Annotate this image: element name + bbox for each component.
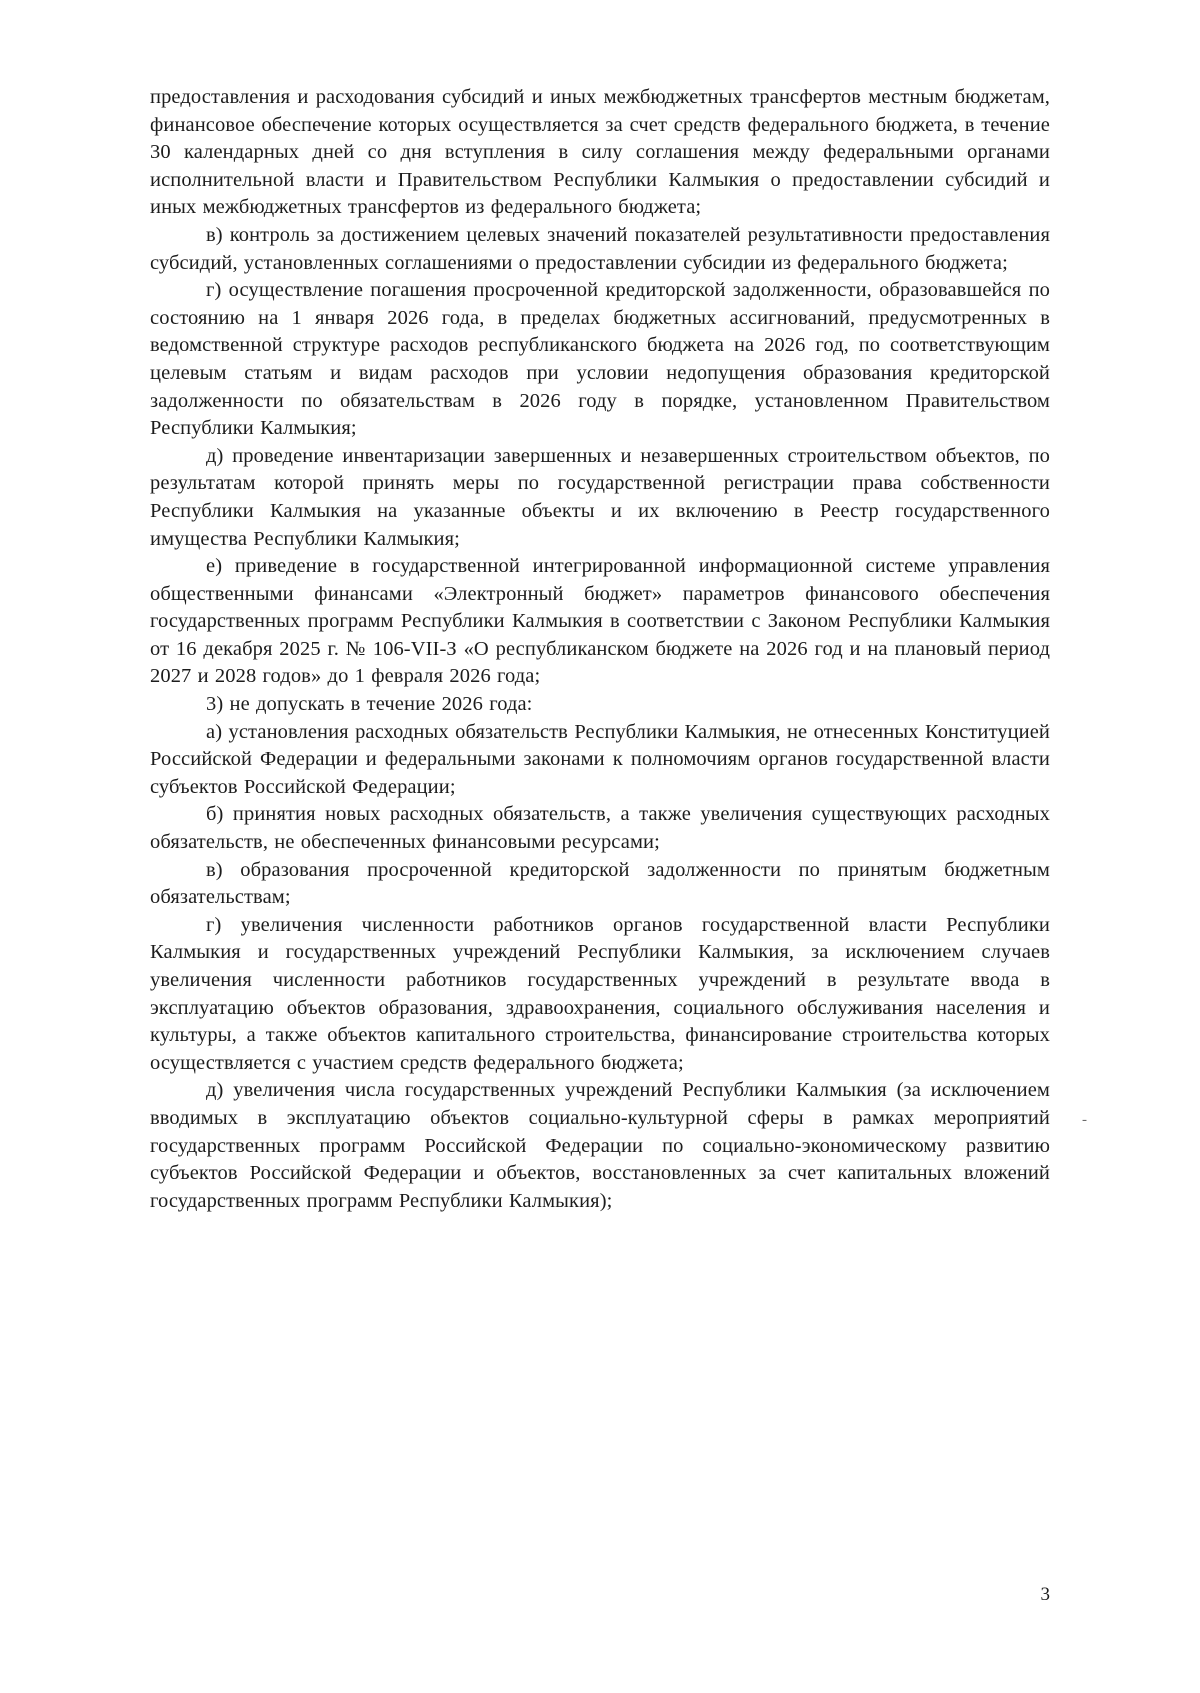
paragraph-item-d-inventory: д) проведение инвентаризации завершенных и незавершенных строительством объектов, по результатам которой принять меры по государственной регистрации права собственности Республики Калмыкия на указанные объекты и их включению в Реестр государственного имущества Республики Калмыкия;: [150, 444, 1050, 550]
paragraph-item-g-staff-increase: г) увеличения численности работников органов государственной власти Республики Калмыкия и государственных учреждений Республики Калмыкия, за исключением случаев увеличения численности работников государственных учреждений в результате ввода в эксплуатацию объектов образования, здравоохранения, социального обслуживания населения и культуры, а также объектов капитального строительства, финансирование строительства которых осуществляется с участием средств федерального бюджета;: [150, 913, 1050, 1074]
paragraph-item-g-repayment: г) осуществление погашения просроченной кредиторской задолженности, образовавшейся по состоянию на 1 января 2026 года, в пределах бюджетных ассигнований, предусмотренных в ведомственной структуре расходов республиканского бюджета на 2026 год, по соответствующим целевым статьям и видам расходов при условии недопущения образования кредиторской задолженности по обязательствам в 2026 году в порядке, установленном Правительством Республики Калмыкия;: [150, 279, 1050, 440]
paragraph-item-d-institutions-increase: д) увеличения числа государственных учреждений Республики Калмыкия (за исключением вводимых в эксплуатацию объектов социально-культурной сферы в рамках мероприятий государственных программ Российской Федерации по социально-экономическому развитию субъектов Российской Федерации и объектов, восстановленных за счет капитальных вложений государственных программ Республики Калмыкия);: [150, 1079, 1050, 1212]
paragraph-item-3-heading: 3) не допускать в течение 2026 года:: [206, 693, 533, 716]
paragraph-item-a-obligations: а) установления расходных обязательств Республики Калмыкия, не отнесенных Конституцией Российской Федерации и федеральными законами к полномочиям органов государственной власти субъектов Российской Федерации;: [150, 720, 1050, 798]
document-text-block: [150, 84, 1050, 1215]
paragraph-item-b-new-obligations: б) принятия новых расходных обязательств, а также увеличения существующих расходных обязательств, не обеспеченных финансовыми ресурсами;: [150, 803, 1050, 854]
scan-artifact-dash: -: [1082, 1112, 1087, 1128]
paragraph-item-v-overdue-debt: в) образования просроченной кредиторской задолженности по принятым бюджетным обязательствам;: [150, 858, 1050, 909]
page-number: 3: [1040, 1584, 1050, 1605]
paragraph-item-v-control: в) контроль за достижением целевых значений показателей результативности предоставления субсидий, установленных соглашениями о предоставлении субсидии из федерального бюджета;: [150, 223, 1050, 274]
paragraph-continuation: предоставления и расходования субсидий и иных межбюджетных трансфертов местным бюджетам, финансовое обеспечение которых осуществляется за счет средств федерального бюджета, в течение 30 календарных дней со дня вступления в силу соглашения между федеральными органами исполнительной власти и Правительством Республики Калмыкия о предоставлении субсидий и иных межбюджетных трансфертов из федерального бюджета;: [150, 86, 1050, 219]
paragraph-item-e-ebudget: е) приведение в государственной интегрированной информационной системе управления общественными финансами «Электронный бюджет» параметров финансового обеспечения государственных программ Республики Калмыкия в соответствии с Законом Республики Калмыкия от 16 декабря 2025 г. № 106-VII-З «О республиканском бюджете на 2026 год и на плановый период 2027 и 2028 годов» до 1 февраля 2026 года;: [150, 555, 1050, 688]
